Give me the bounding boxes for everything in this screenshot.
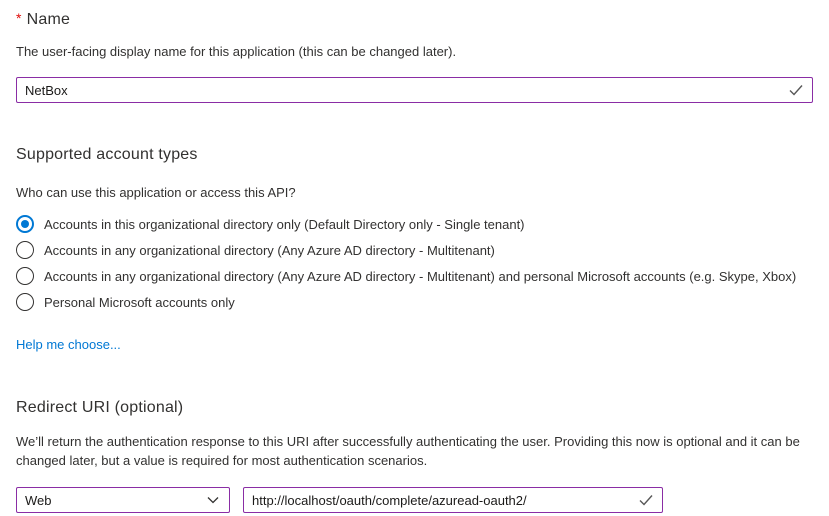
required-asterisk: * (16, 10, 22, 26)
redirect-uri-header: Redirect URI (optional) (16, 399, 184, 416)
redirect-uri-description: We’ll return the authentication response to this URI after successfully authenticating the user. Providing this now is optional and it can be changed later, but a value is required for most authentication scenarios. (16, 434, 800, 468)
radio-button-icon (16, 267, 34, 285)
help-me-choose-link[interactable]: Help me choose... (16, 337, 121, 352)
radio-option-single-tenant[interactable] (16, 211, 813, 237)
account-types-radio-group (16, 211, 813, 315)
redirect-uri-row (16, 487, 813, 513)
platform-dropdown[interactable] (16, 487, 230, 513)
radio-option-multitenant[interactable] (16, 237, 813, 263)
radio-option-label: Accounts in any organizational directory (Any Azure AD directory - Multitenant) and personal Microsoft accounts (e.g. Skype, Xbox) (44, 268, 797, 284)
radio-option-label: Personal Microsoft accounts only (44, 294, 235, 310)
name-description: The user-facing display name for this application (this can be changed later). (16, 44, 457, 59)
redirect-uri-input-wrap (243, 487, 663, 513)
name-input-wrap (16, 77, 813, 103)
platform-dropdown-value: Web (25, 492, 52, 508)
name-label-text: Name (26, 11, 71, 28)
account-types-question: Who can use this application or access this API? (16, 185, 296, 200)
radio-button-icon (16, 215, 34, 233)
radio-option-label: Accounts in any organizational directory (Any Azure AD directory - Multitenant) (44, 242, 495, 258)
radio-button-icon (16, 241, 34, 259)
name-input[interactable] (16, 77, 813, 103)
radio-button-icon (16, 293, 34, 311)
supported-account-types-header: Supported account types (16, 146, 198, 163)
redirect-uri-input[interactable] (243, 487, 663, 513)
radio-option-multitenant-personal[interactable] (16, 263, 813, 289)
chevron-down-icon (206, 493, 220, 507)
radio-option-label: Accounts in this organizational directory only (Default Directory only - Single tenant) (44, 216, 525, 232)
name-field-label (16, 10, 813, 29)
radio-option-personal-only[interactable] (16, 289, 813, 315)
